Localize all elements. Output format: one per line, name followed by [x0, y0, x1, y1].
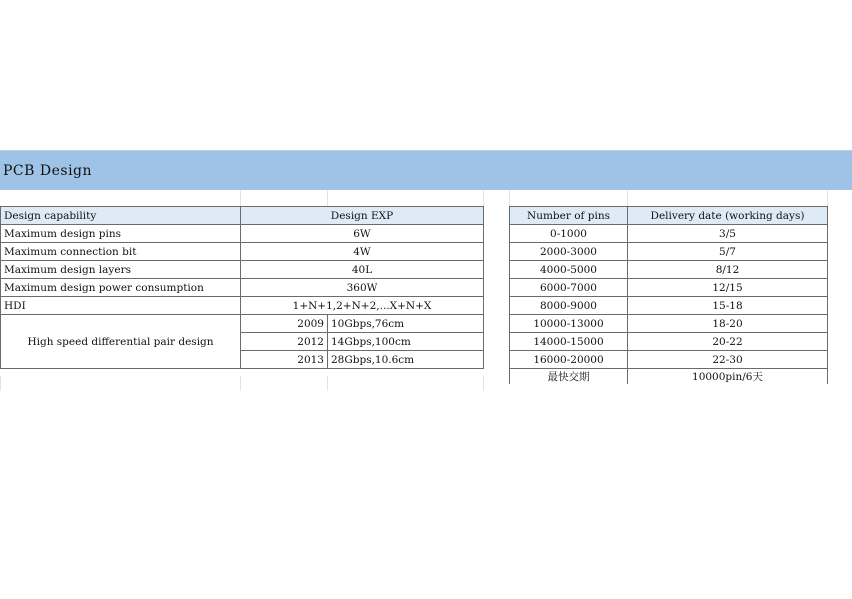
- table-row: [1, 243, 484, 261]
- table-row: [510, 279, 828, 297]
- pins-range: 14000-15000: [510, 333, 628, 351]
- pins-range: 0-1000: [510, 225, 628, 243]
- table-row: [510, 261, 828, 279]
- differential-year: 2013: [241, 351, 328, 369]
- table-row: [1, 315, 484, 333]
- delivery-time-table: [509, 206, 828, 384]
- capability-value: 360W: [241, 279, 484, 297]
- differential-year: 2009: [241, 315, 328, 333]
- table-row: [510, 225, 828, 243]
- delivery-days: 8/12: [628, 261, 828, 279]
- delivery-days: 5/7: [628, 243, 828, 261]
- table-row: [1, 279, 484, 297]
- capability-value: 1+N+1,2+N+2,...X+N+X: [241, 297, 484, 315]
- fastest-delivery-label: 最快交期: [510, 369, 628, 385]
- spacer-row: [0, 376, 483, 391]
- differential-pair-label: High speed differential pair design: [1, 315, 241, 369]
- differential-value: 14Gbps,100cm: [328, 333, 484, 351]
- capability-label: HDI: [1, 297, 241, 315]
- pins-range: 8000-9000: [510, 297, 628, 315]
- delivery-days: 20-22: [628, 333, 828, 351]
- design-capability-table: [0, 206, 484, 369]
- table-header-row: [510, 207, 828, 225]
- delivery-days: 15-18: [628, 297, 828, 315]
- table-row: [510, 369, 828, 385]
- table-row: [1, 297, 484, 315]
- table-row: [510, 351, 828, 369]
- capability-value: 6W: [241, 225, 484, 243]
- capability-value: 4W: [241, 243, 484, 261]
- header-number-of-pins: Number of pins: [510, 207, 628, 225]
- pins-range: 2000-3000: [510, 243, 628, 261]
- delivery-days: 22-30: [628, 351, 828, 369]
- capability-value: 40L: [241, 261, 484, 279]
- header-delivery-date: Delivery date (working days): [628, 207, 828, 225]
- differential-value: 10Gbps,76cm: [328, 315, 484, 333]
- table-row: [510, 243, 828, 261]
- section-title: PCB Design: [3, 163, 93, 179]
- table-row: [510, 297, 828, 315]
- delivery-days: 12/15: [628, 279, 828, 297]
- table-row: [1, 225, 484, 243]
- differential-value: 28Gbps,10.6cm: [328, 351, 484, 369]
- differential-year: 2012: [241, 333, 328, 351]
- section-banner: [0, 150, 852, 190]
- delivery-days: 3/5: [628, 225, 828, 243]
- capability-label: Maximum design pins: [1, 225, 241, 243]
- table-row: [1, 261, 484, 279]
- pins-range: 10000-13000: [510, 315, 628, 333]
- header-design-exp: Design EXP: [241, 207, 484, 225]
- table-row: [510, 333, 828, 351]
- capability-label: Maximum design layers: [1, 261, 241, 279]
- spacer-row: [0, 190, 852, 206]
- pins-range: 4000-5000: [510, 261, 628, 279]
- capability-label: Maximum design power consumption: [1, 279, 241, 297]
- pins-range: 6000-7000: [510, 279, 628, 297]
- fastest-delivery-value: 10000pin/6天: [628, 369, 828, 385]
- capability-label: Maximum connection bit: [1, 243, 241, 261]
- header-design-capability: Design capability: [1, 207, 241, 225]
- delivery-days: 18-20: [628, 315, 828, 333]
- table-row: [510, 315, 828, 333]
- pins-range: 16000-20000: [510, 351, 628, 369]
- table-header-row: [1, 207, 484, 225]
